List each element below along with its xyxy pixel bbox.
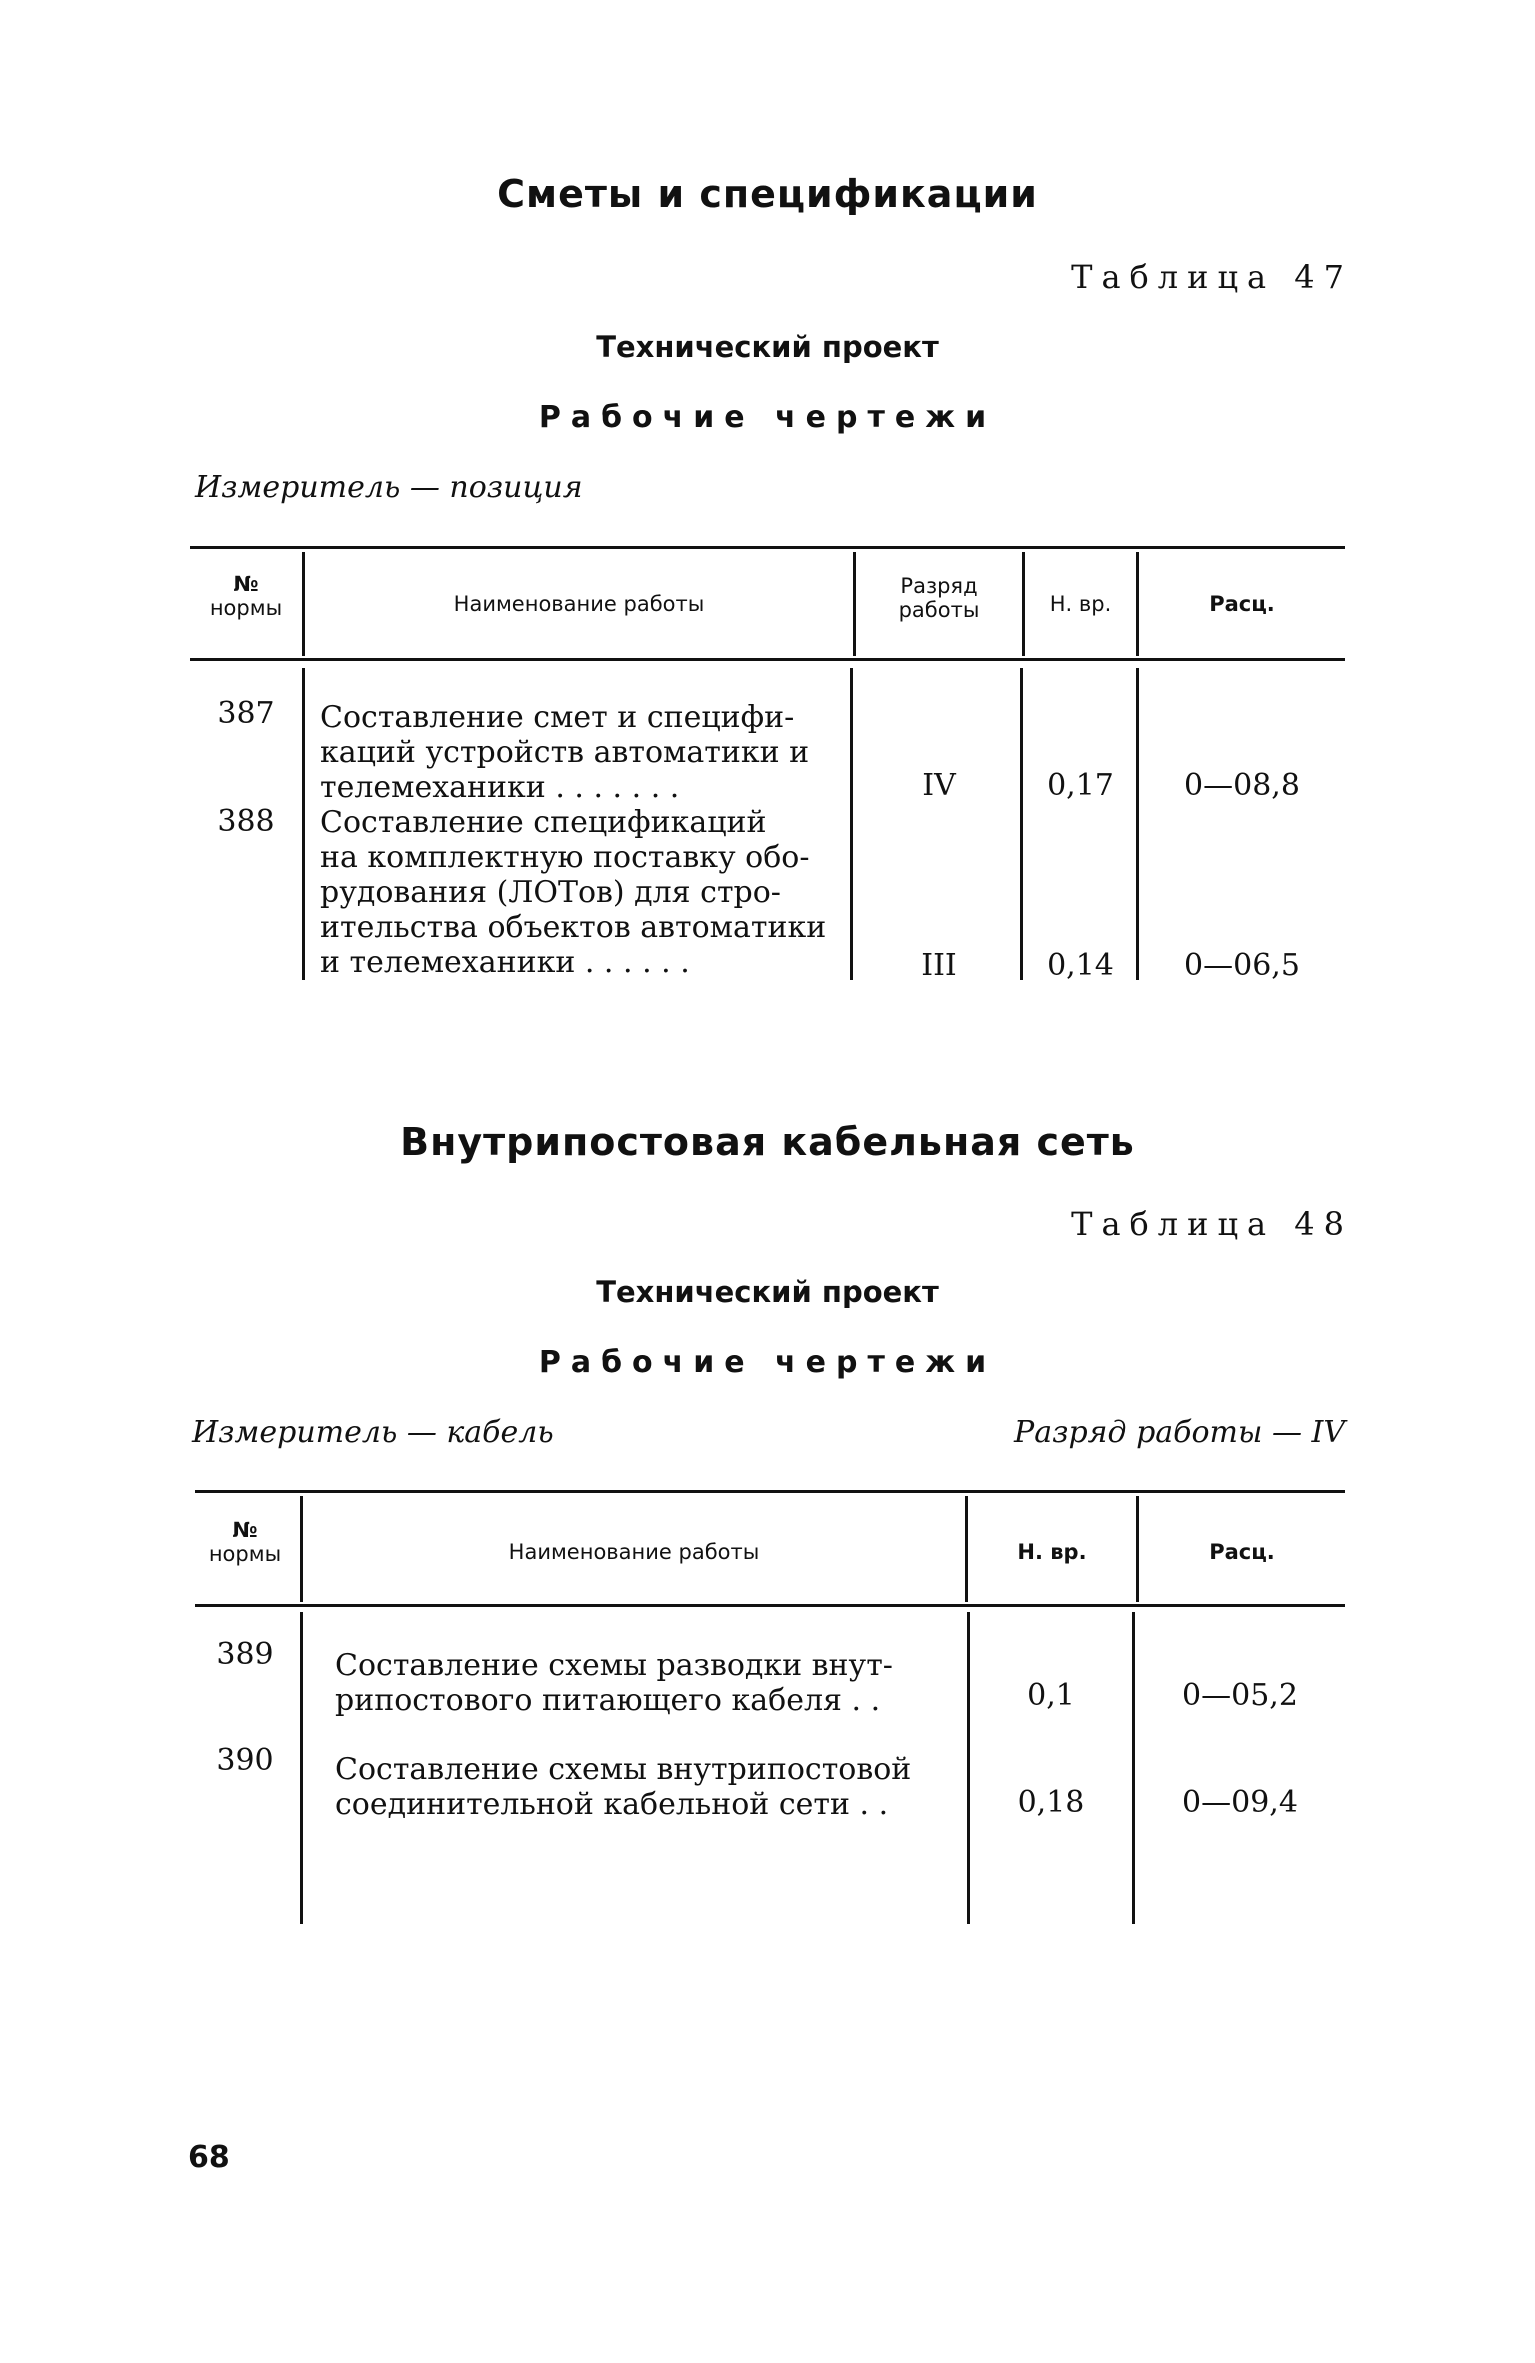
section2-title: Внутрипостовая кабельная сеть (400, 1120, 1135, 1164)
table47-norm-388: 388 (217, 804, 275, 839)
table48-row-390-rate: 0—09,4 (1182, 1785, 1298, 1820)
table48-header-name: Наименование работы (508, 1540, 760, 1564)
section2-subtitle-working: Рабочие чертежи (538, 1345, 997, 1380)
table47-row-388-grade: III (921, 948, 957, 983)
table47-row-388-rate: 0—06,5 (1184, 948, 1300, 983)
section1-subtitle-technical: Технический проект (596, 330, 939, 364)
table48-header-norm: № нормы (208, 1518, 282, 1566)
page-number: 68 (188, 2140, 230, 2175)
table48-norm-390: 390 (216, 1743, 274, 1778)
table47-header-norm: № нормы (209, 572, 283, 620)
section2-subtitle-technical: Технический проект (596, 1275, 939, 1309)
table48-divider (967, 1612, 970, 1924)
section1-title: Сметы и спецификации (497, 172, 1038, 216)
table48-row-389-description: Составление схемы разводки внут- рипостового питающего кабеля . . (335, 1648, 893, 1718)
table48-row-390-description: Составление схемы внутрипостовой соединительной кабельной сети . . (335, 1752, 912, 1822)
table48-row-390-hours: 0,18 (1017, 1785, 1085, 1820)
table47-row-387-grade: IV (922, 768, 956, 803)
table47-divider (1136, 668, 1139, 980)
table47-header-rate: Расц. (1209, 592, 1275, 616)
section2-measure: Измеритель — кабель (192, 1415, 554, 1450)
table48-row-389-hours: 0,1 (1027, 1678, 1075, 1713)
table47-header-name: Наименование работы (453, 592, 705, 616)
section1-measure: Измеритель — позиция (195, 470, 583, 505)
section2-grade-note: Разряд работы — IV (1014, 1415, 1345, 1450)
table48-divider (300, 1612, 303, 1924)
table48-norm-389: 389 (216, 1637, 274, 1672)
table47-divider (302, 668, 305, 980)
table48-label: Таблица 48 (1071, 1205, 1353, 1243)
section1-subtitle-working: Рабочие чертежи (538, 400, 997, 435)
table47-row-388-hours: 0,14 (1047, 948, 1114, 983)
table48-top-rule (195, 1490, 1345, 1493)
table47-divider (1020, 668, 1023, 980)
table47-row-387-hours: 0,17 (1047, 768, 1114, 803)
table47-label: Таблица 47 (1071, 258, 1353, 296)
table48-divider (1132, 1612, 1135, 1924)
table48-header-rule (195, 1604, 1345, 1607)
table47-row-387-description: Составление смет и специфи- каций устройств автоматики и телемеханики . . . . . . . (320, 700, 810, 805)
table48-header-hours: Н. вр. (1017, 1540, 1087, 1564)
table47-row-387-rate: 0—08,8 (1184, 768, 1300, 803)
table48-header-rate: Расц. (1209, 1540, 1275, 1564)
table47-top-rule (190, 546, 1345, 549)
table48-row-389-rate: 0—05,2 (1182, 1678, 1298, 1713)
table47-norm-387: 387 (217, 696, 275, 731)
table47-header-grade: Разряд работы (898, 574, 980, 622)
table47-header-hours: Н. вр. (1049, 592, 1112, 616)
table47-row-388-description: Составление спецификаций на комплектную поставку обо- рудования (ЛОТов) для стро- ительства объектов автоматики и телемеханики . . . . . . (320, 805, 827, 980)
table47-header-rule (190, 658, 1345, 661)
